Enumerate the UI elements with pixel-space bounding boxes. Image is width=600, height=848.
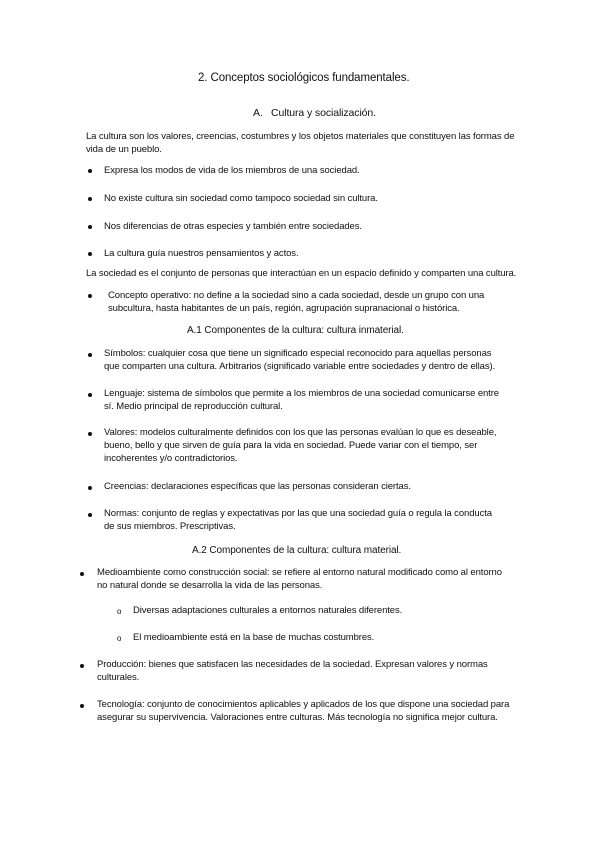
bullet-icon — [80, 664, 84, 668]
list-item: La cultura guía nuestros pensamientos y actos. — [104, 248, 299, 259]
list-item: Expresa los modos de vida de los miembros de una sociedad. — [104, 165, 360, 176]
page-title: 2. Conceptos sociológicos fundamentales. — [198, 72, 410, 84]
list-item: Valores: modelos culturalmente definidos con los que las personas evalúan lo que es deseable, bueno, bello y que sirven de guía para la vida en sociedad. Puede variar con el tiempo, ser incoherentes y/o contradictorios. — [104, 427, 497, 464]
bullet-icon — [88, 393, 92, 397]
list-item: Creencias: declaraciones específicas que las personas consideran ciertas. — [104, 481, 411, 492]
subsection-a2-title: A.2 Componentes de la cultura: cultura material. — [192, 545, 402, 556]
list-item: Tecnología: conjunto de conocimientos aplicables y aplicados de los que dispone una sociedad para asegurar su supervivencia. Valoraciones entre culturas. Más tecnología no significa mejor cultura. — [97, 699, 510, 723]
subsection-a1-title: A.1 Componentes de la cultura: cultura inmaterial. — [187, 325, 404, 336]
bullet-icon — [80, 572, 84, 576]
bullet-icon — [88, 294, 92, 298]
bullet-icon — [88, 169, 92, 173]
list-item: Producción: bienes que satisfacen las necesidades de la sociedad. Expresan valores y normas culturales. — [97, 659, 488, 683]
bullet-icon — [88, 353, 92, 357]
list-item: Medioambiente como construcción social: se refiere al entorno natural modificado como al entorno no natural donde se desarrolla la vida de las personas. — [97, 567, 502, 591]
list-item: Lenguaje: sistema de símbolos que permite a los miembros de una sociedad comunicarse entre sí. Medio principal de reproducción cultural. — [104, 388, 499, 412]
society-paragraph: La sociedad es el conjunto de personas que interactúan en un espacio definido y comparten una cultura. — [86, 268, 517, 279]
list-item: Nos diferencias de otras especies y también entre sociedades. — [104, 221, 362, 232]
bullet-icon — [80, 704, 84, 708]
list-item: Normas: conjunto de reglas y expectativas por las que una sociedad guía o regula la conducta de sus miembros. Prescriptivas. — [104, 508, 492, 532]
bullet-icon — [88, 197, 92, 201]
bullet-icon — [88, 513, 92, 517]
section-a-letter: A. — [253, 107, 263, 119]
bullet-icon — [88, 225, 92, 229]
sub-list-item: El medioambiente está en la base de muchas costumbres. — [133, 632, 375, 643]
bullet-icon — [88, 432, 92, 436]
operative-concept: Concepto operativo: no define a la sociedad sino a cada sociedad, desde un grupo con una subcultura, hasta habitantes de un país, región, agrupación supranacional o histórica. — [108, 290, 485, 314]
section-a-title: Cultura y socialización. — [271, 107, 376, 119]
circle-bullet-icon: o — [117, 634, 122, 643]
sub-list-item: Diversas adaptaciones culturales a entornos naturales diferentes. — [133, 605, 403, 616]
bullet-icon — [88, 486, 92, 490]
intro-paragraph: La cultura son los valores, creencias, costumbres y los objetos materiales que constituyen las formas de vida de un pueblo. — [86, 131, 515, 155]
list-item: No existe cultura sin sociedad como tampoco sociedad sin cultura. — [104, 193, 378, 204]
circle-bullet-icon: o — [117, 607, 122, 616]
list-item: Símbolos: cualquier cosa que tiene un significado especial reconocido para aquellas personas que comparten una cultura. Arbitrarios (significado variable entre sociedades y dentro de ellas). — [104, 348, 496, 372]
bullet-icon — [88, 252, 92, 256]
